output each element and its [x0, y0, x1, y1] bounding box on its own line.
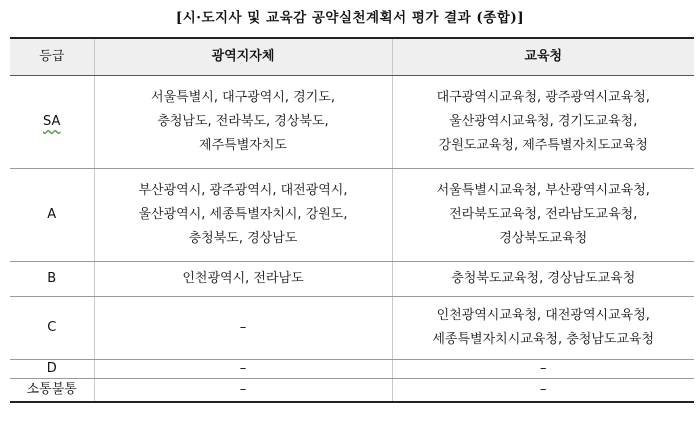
- grade-cell: SA: [10, 76, 94, 169]
- cell-line: 서울특별시, 대구광역시, 경기도,: [151, 90, 335, 105]
- edu-cell: [392, 76, 694, 169]
- grade-cell: C: [10, 297, 94, 360]
- cell-line: –: [239, 361, 247, 376]
- cell-line: –: [239, 320, 247, 335]
- table-row: [10, 360, 694, 379]
- table-row: [10, 169, 694, 262]
- cell-line: 대구광역시교육청, 광주광역시교육청,: [436, 90, 650, 105]
- header-metro: 광역지자체: [94, 38, 392, 76]
- edu-cell: [392, 297, 694, 360]
- cell-line: –: [540, 382, 547, 397]
- edu-cell: [392, 379, 694, 403]
- header-grade: 등급: [10, 38, 94, 76]
- cell-line: 충청북도, 경상남도: [188, 231, 298, 246]
- grade-cell: A: [10, 169, 94, 262]
- grade-cell: D: [10, 360, 94, 379]
- metro-cell: [94, 360, 392, 379]
- edu-cell: [392, 169, 694, 262]
- metro-cell: [94, 76, 392, 169]
- cell-line: 울산광역시교육청, 경기도교육청,: [449, 114, 638, 129]
- header-edu: 교육청: [392, 38, 694, 76]
- cell-line: –: [540, 361, 547, 376]
- metro-cell: [94, 297, 392, 360]
- cell-line: 강원도교육청, 제주특별자치도교육청: [438, 138, 648, 153]
- cell-line: 전라북도교육청, 전라남도교육청,: [449, 207, 638, 222]
- table-row: [10, 76, 694, 169]
- cell-line: 충청남도, 전라북도, 경상북도,: [157, 114, 329, 129]
- table-row: [10, 297, 694, 360]
- cell-line: 충청북도교육청, 경상남도교육청: [451, 271, 636, 286]
- grade-cell: B: [10, 262, 94, 297]
- grade-cell: 소통불통: [10, 379, 94, 403]
- cell-line: 서울특별시교육청, 부산광역시교육청,: [436, 183, 650, 198]
- cell-line: 경상북도교육청: [499, 231, 588, 246]
- cell-line: 제주특별자치도: [199, 138, 287, 153]
- cell-line: 부산광역시, 광주광역시, 대전광역시,: [138, 183, 348, 198]
- cell-line: –: [239, 382, 247, 397]
- metro-cell: [94, 169, 392, 262]
- header-row: [10, 38, 694, 76]
- table-row: [10, 262, 694, 297]
- cell-line: 인천광역시, 전라남도: [182, 271, 304, 286]
- edu-cell: [392, 262, 694, 297]
- cell-line: 세종특별자치시교육청, 충청남도교육청: [432, 332, 655, 347]
- metro-cell: [94, 379, 392, 403]
- cell-line: 인천광역시교육청, 대전광역시교육청,: [436, 308, 650, 323]
- cell-line: 울산광역시, 세종특별자치시, 강원도,: [138, 207, 348, 222]
- table-title: [시·도지사 및 교육감 공약실천계획서 평가 결과 (종합)]: [175, 10, 525, 26]
- table-row: [10, 379, 694, 403]
- metro-cell: [94, 262, 392, 297]
- evaluation-table: [10, 37, 694, 403]
- edu-cell: [392, 360, 694, 379]
